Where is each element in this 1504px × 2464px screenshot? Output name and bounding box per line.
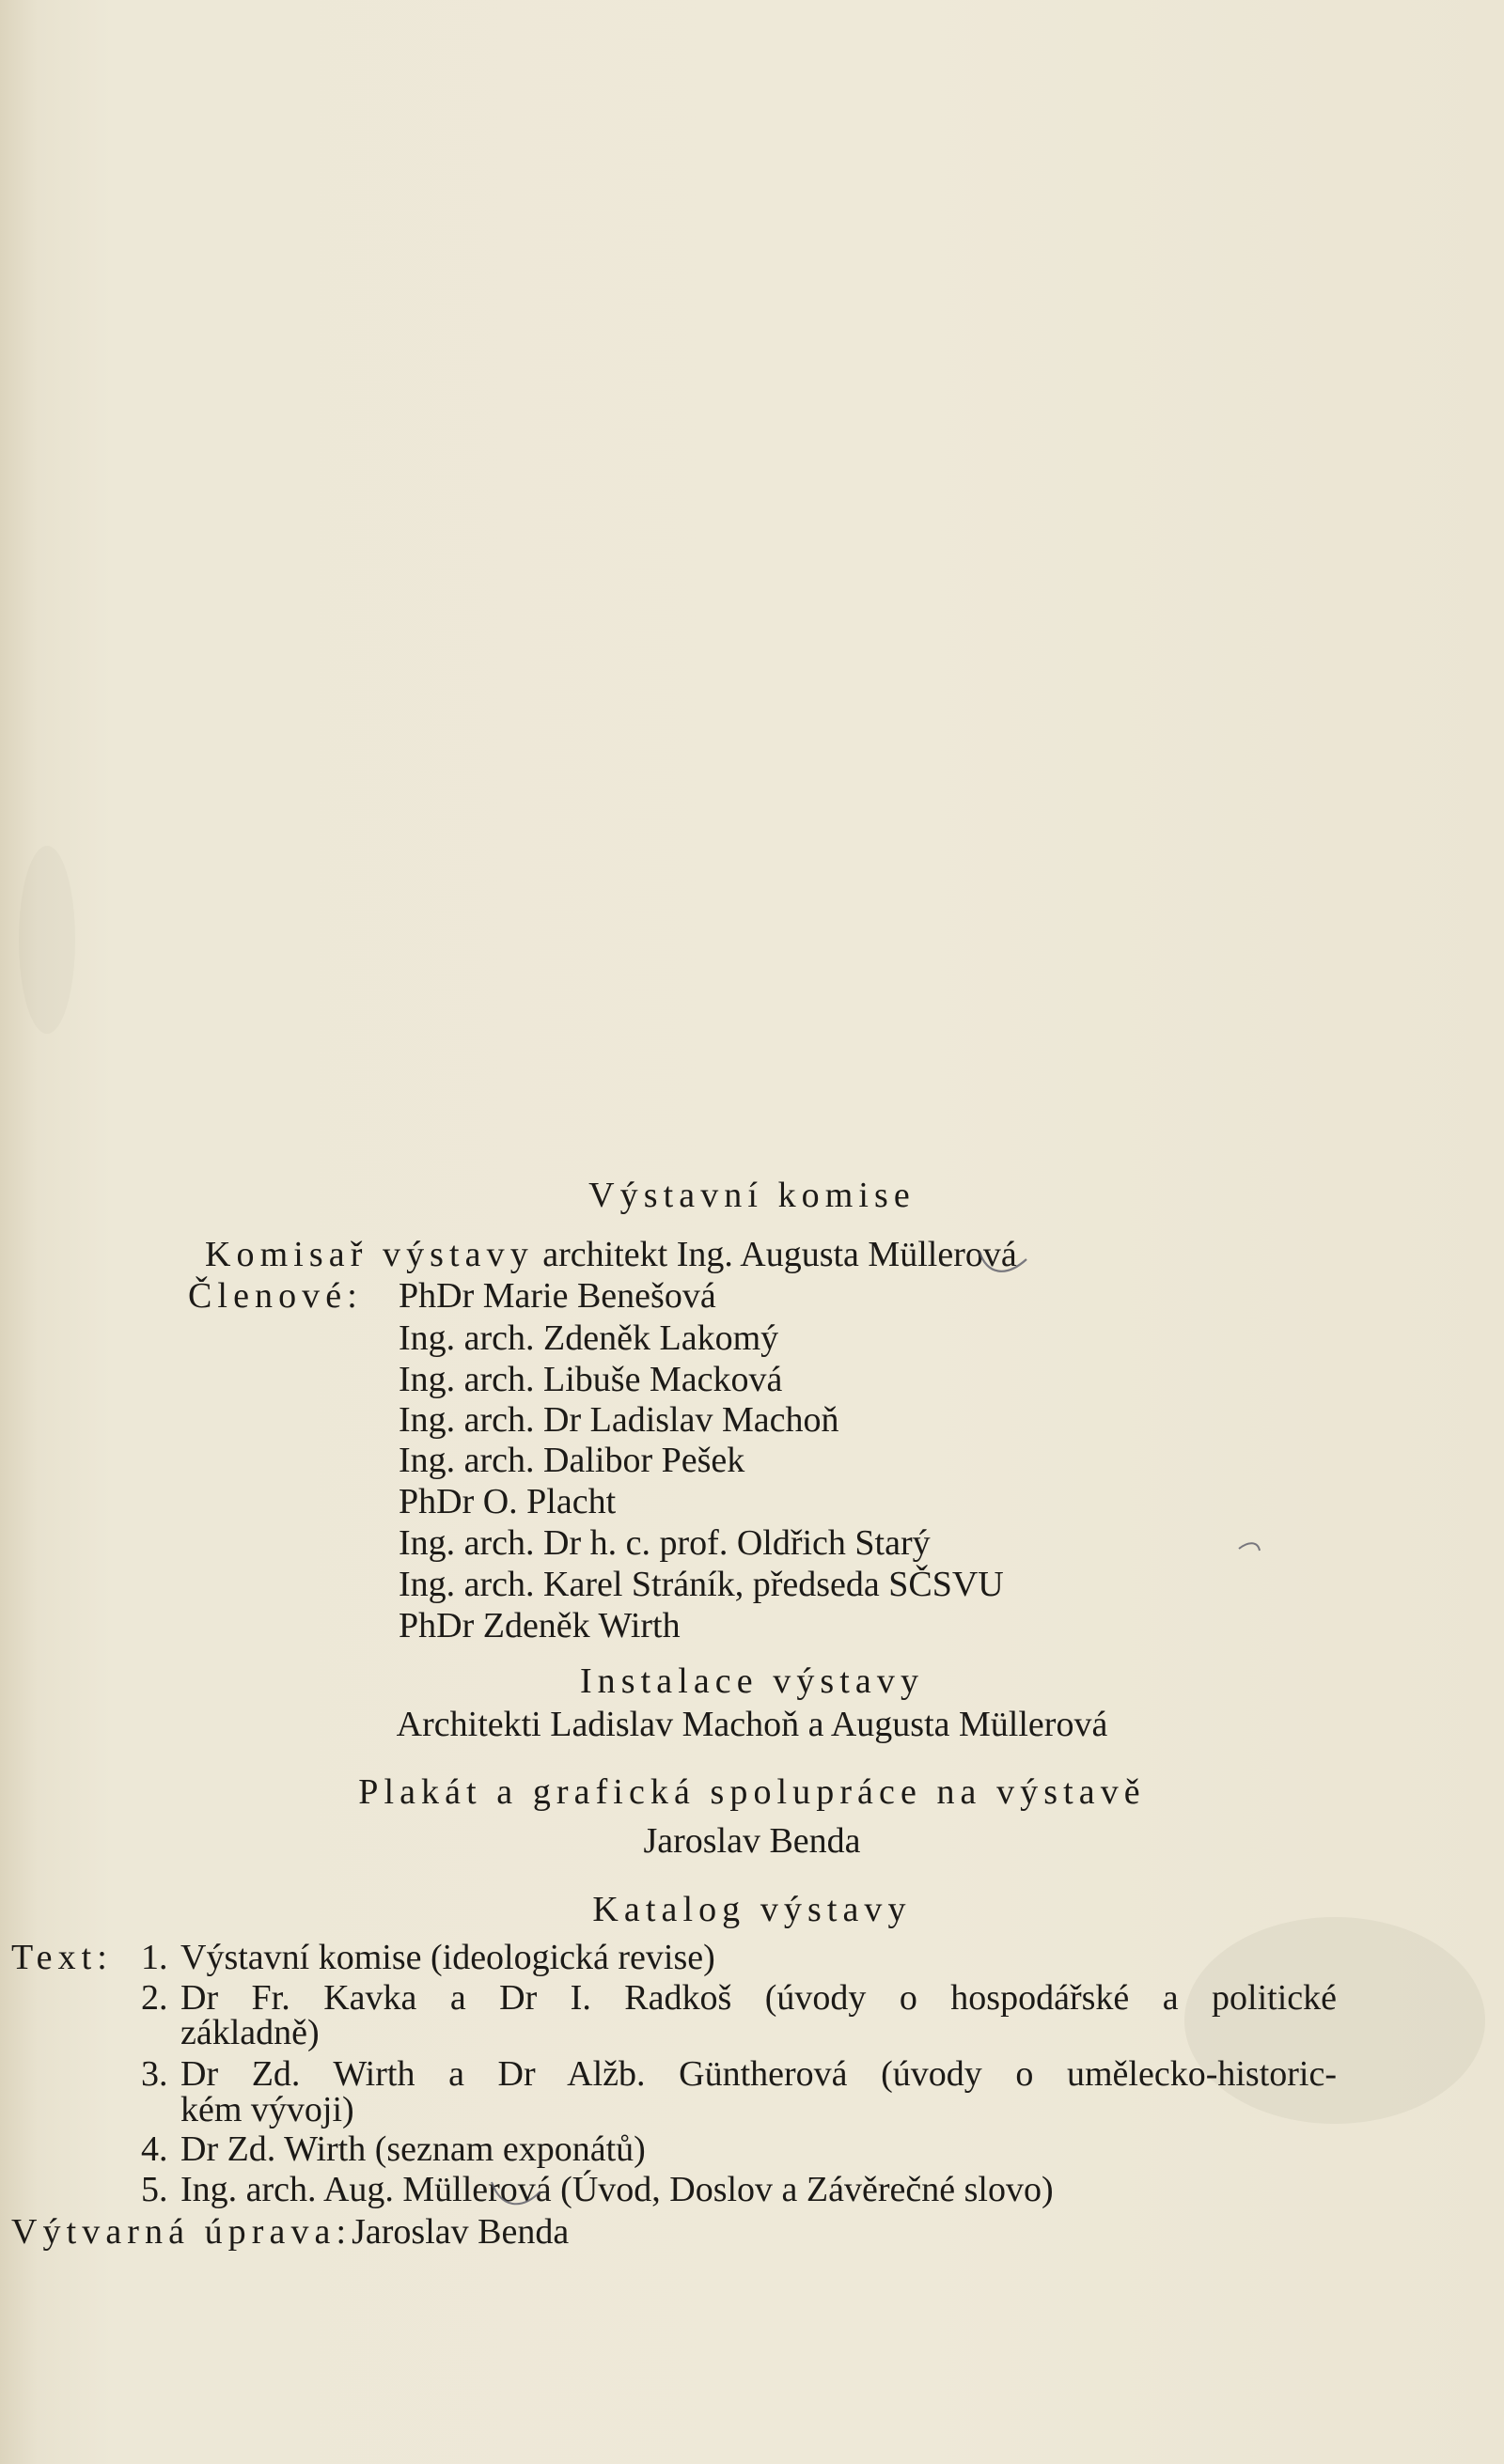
installation-text: Architekti Ladislav Machoň a Augusta Müllerová — [396, 1705, 1108, 1744]
design-label: Výtvarná úprava: — [11, 2212, 352, 2252]
member-entry: PhDr Zdeněk Wirth — [399, 1606, 681, 1645]
member-entry: Ing. arch. Libuše Macková — [399, 1360, 783, 1399]
catalog-item-number: 4. — [141, 2129, 168, 2169]
commissioner-row — [205, 1234, 1017, 1275]
catalog-item-text: Dr Zd. Wirth a Dr Alžb. Güntherová (úvody o umělecko-historic- — [180, 2054, 1337, 2094]
catalog-item-number: 3. — [141, 2054, 168, 2094]
catalog-item-number: 1. — [141, 1938, 168, 1977]
catalog-item-text: kém vývoji) — [180, 2090, 354, 2129]
design-name: Jaroslav Benda — [352, 2212, 570, 2252]
catalog-item-text: Dr Zd. Wirth (seznam exponátů) — [180, 2129, 646, 2169]
poster-heading: Plakát a grafická spolupráce na výstavě — [358, 1772, 1146, 1812]
member-entry: PhDr O. Placht — [399, 1482, 617, 1521]
catalog-item-text: Výstavní komise (ideologická revise) — [180, 1938, 715, 1977]
design-row — [11, 2211, 569, 2253]
paper-stain — [19, 846, 75, 1034]
catalog-text-label: Text: — [11, 1938, 113, 1977]
catalog-item-number: 2. — [141, 1978, 168, 2018]
poster-name: Jaroslav Benda — [643, 1821, 861, 1861]
commissioner-name: architekt Ing. Augusta Müllerová — [542, 1235, 1017, 1274]
installation-heading: Instalace výstavy — [579, 1661, 925, 1701]
member-entry: Ing. arch. Zdeněk Lakomý — [399, 1318, 779, 1358]
catalog-item-text: základně) — [180, 2013, 320, 2052]
member-entry: PhDr Marie Benešová — [399, 1276, 716, 1316]
member-entry: Ing. arch. Dr h. c. prof. Oldřich Starý — [399, 1523, 931, 1563]
catalog-item-text: Ing. arch. Aug. Müllerová (Úvod, Doslov a Závěrečné slovo) — [180, 2170, 1054, 2209]
catalog-item-text: Dr Fr. Kavka a Dr I. Radkoš (úvody o hospodářské a politické — [180, 1978, 1337, 2018]
members-label: Členové: — [188, 1276, 363, 1316]
member-entry: Ing. arch. Dr Ladislav Machoň — [399, 1400, 839, 1440]
member-entry: Ing. arch. Dalibor Pešek — [399, 1441, 745, 1480]
member-entry: Ing. arch. Karel Stráník, předseda SČSVU — [399, 1565, 1004, 1604]
commission-heading: Výstavní komise — [588, 1176, 916, 1215]
catalog-heading: Katalog výstavy — [592, 1890, 912, 1929]
commissioner-label: Komisař výstavy — [205, 1235, 534, 1274]
catalog-item-number: 5. — [141, 2170, 168, 2209]
